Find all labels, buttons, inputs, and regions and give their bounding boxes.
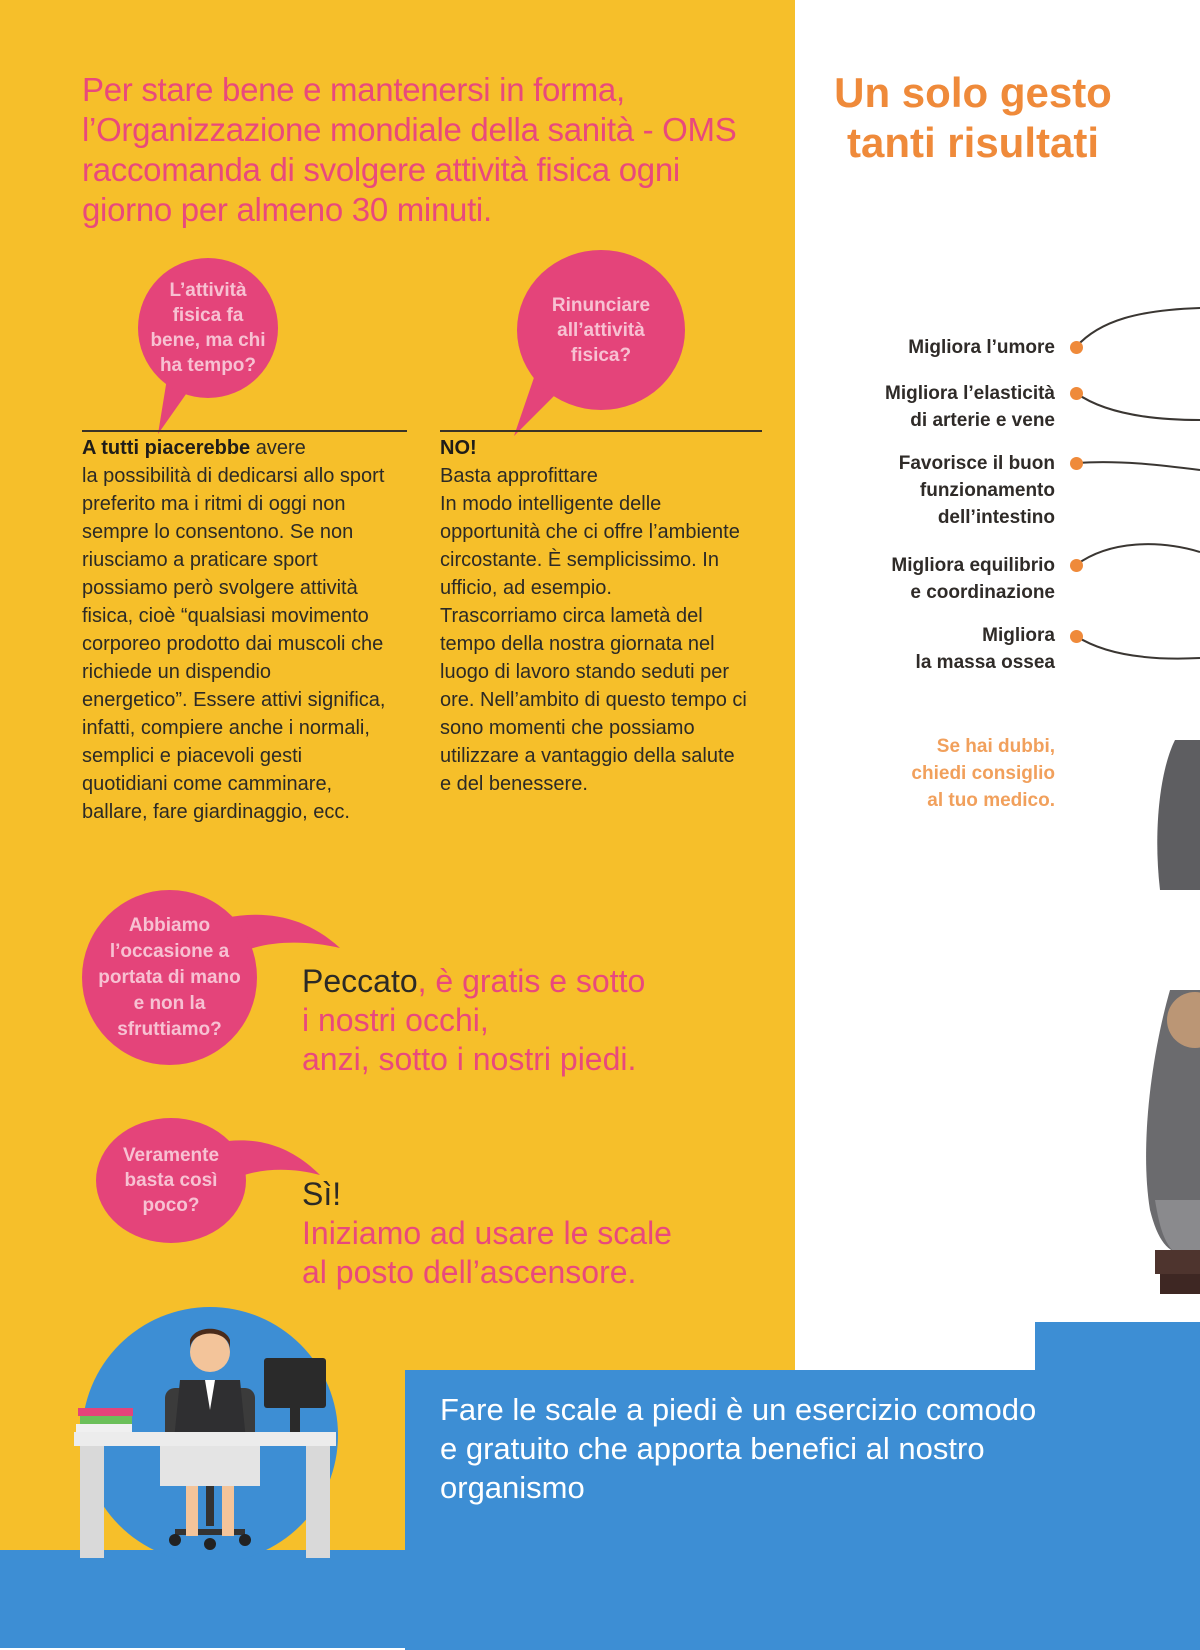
bubble-text: Rinunciare	[551, 294, 651, 316]
benefit-text: Migliora	[982, 625, 1055, 646]
bubble-text: portata di mano	[98, 966, 241, 988]
right-line: opportunità che ci offre l’ambiente	[440, 521, 740, 543]
benefit-text: Migliora l’elasticità	[885, 383, 1055, 404]
left-line: preferito ma i ritmi di oggi non	[82, 493, 346, 515]
bubble-text: Veramente	[122, 1145, 220, 1166]
advice-line: chiedi consiglio	[911, 763, 1055, 784]
right-line: ufficio, ad esempio.	[440, 577, 612, 599]
bubble-text: L’attività	[169, 280, 247, 301]
bubble-text: fisica fa	[172, 305, 244, 326]
benefit-text: dell’intestino	[937, 507, 1055, 528]
left-lead-rest: avere	[250, 437, 306, 459]
right-line: e del benessere.	[440, 773, 588, 795]
intro-paragraph	[82, 70, 772, 230]
left-line: ballare, fare giardinaggio, ecc.	[82, 801, 350, 823]
left-line: semplici e piacevoli gesti	[82, 745, 303, 767]
statement-text: i nostri occhi,	[302, 1002, 489, 1038]
benefit-text: la massa ossea	[915, 652, 1055, 673]
statement-dark-word: Sì!	[302, 1176, 342, 1212]
bubble-text: Abbiamo	[128, 914, 211, 936]
advice-note	[880, 733, 1055, 814]
bullet-dot	[1070, 341, 1083, 354]
right-line: circostante. È semplicissimo. In	[440, 549, 719, 571]
right-title	[818, 68, 1128, 168]
left-line: quotidiani come camminare,	[82, 773, 333, 795]
statement-text: Iniziamo ad usare le scale	[302, 1215, 672, 1251]
speech-bubble-4	[96, 1118, 246, 1243]
left-line: richiede un dispendio	[82, 661, 272, 683]
right-title-line: Un solo gesto	[834, 69, 1112, 116]
right-line: ore. Nell’ambito di questo tempo ci	[440, 689, 747, 711]
right-line: In modo intelligente delle	[440, 493, 662, 515]
bubble-text: bene, ma chi	[150, 330, 266, 351]
banner-line: organismo	[440, 1470, 585, 1505]
statement-text: , è gratis e sotto	[417, 963, 646, 999]
divider	[440, 430, 762, 432]
divider	[82, 430, 407, 432]
intro-line: raccomanda di svolgere attività fisica ogni	[82, 151, 680, 188]
blue-step-upper	[1035, 1322, 1200, 1382]
left-line: la possibilità di dedicarsi allo sport	[82, 465, 385, 487]
bubble-text: basta così	[124, 1170, 218, 1191]
left-line: energetico”. Essere attivi significa,	[82, 689, 386, 711]
bubble-text: sfruttiamo?	[117, 1018, 222, 1040]
statement-text: al posto dell’ascensore.	[302, 1254, 637, 1290]
benefit-massa-ossea	[916, 622, 1055, 676]
bubble-text: poco?	[142, 1195, 200, 1216]
advice-line: al tuo medico.	[927, 790, 1055, 811]
left-line: riusciamo a praticare sport	[82, 549, 318, 571]
benefit-text: di arterie e vene	[910, 410, 1055, 431]
banner-line: Fare le scale a piedi è un esercizio comodo	[440, 1392, 1037, 1427]
benefit-elasticita	[885, 380, 1055, 434]
benefit-intestino	[899, 450, 1055, 531]
bullet-dot	[1070, 559, 1083, 572]
left-line: possiamo però svolgere attività	[82, 577, 358, 599]
bubble-text: ha tempo?	[159, 355, 257, 376]
right-lead-bold: NO!	[440, 437, 477, 459]
right-line: Trascorriamo circa lametà del	[440, 605, 703, 627]
bubble-text: e non la	[133, 992, 206, 1014]
bullet-dot	[1070, 457, 1083, 470]
right-line: Basta approfittare	[440, 465, 598, 487]
banner-message	[440, 1390, 1080, 1507]
right-column-text	[440, 434, 780, 798]
right-line: sono momenti che possiamo	[440, 717, 695, 739]
right-line: tempo della nostra giornata nel	[440, 633, 715, 655]
intro-line: giorno per almeno 30 minuti.	[82, 191, 492, 228]
left-line: fisica, cioè “qualsiasi movimento	[82, 605, 369, 627]
left-column-text	[82, 434, 412, 826]
speech-bubble-2	[517, 250, 685, 410]
bubble-text: all’attività	[557, 319, 645, 341]
statement-dark-word: Peccato	[302, 963, 418, 999]
benefit-text: Migliora l’umore	[908, 337, 1055, 358]
left-line: infatti, compiere anche i normali,	[82, 717, 370, 739]
statement-text: anzi, sotto i nostri piedi.	[302, 1041, 637, 1077]
left-line: sempre lo consentono. Se non	[82, 521, 354, 543]
bubble-text: fisica?	[570, 344, 632, 366]
bullet-dot	[1070, 387, 1083, 400]
advice-line: Se hai dubbi,	[936, 736, 1055, 757]
speech-bubble-1	[138, 258, 278, 398]
benefit-equilibrio	[891, 552, 1055, 606]
benefit-text: funzionamento	[919, 480, 1055, 501]
statement-gratis	[302, 962, 762, 1079]
statement-scale	[302, 1175, 762, 1292]
left-line: corporeo prodotto dai muscoli che	[82, 633, 384, 655]
benefit-text: Favorisce il buon	[898, 453, 1055, 474]
office-worker-illustration	[70, 1300, 360, 1560]
benefit-text: Migliora equilibrio	[891, 555, 1055, 576]
right-title-line: tanti risultati	[846, 119, 1100, 166]
left-lead-bold: A tutti piacerebbe	[82, 437, 251, 459]
benefit-text: e coordinazione	[910, 582, 1055, 603]
intro-line: l’Organizzazione mondiale della sanità - OMS	[82, 111, 737, 148]
intro-line: Per stare bene e mantenersi in forma,	[82, 71, 625, 108]
right-line: luogo di lavoro stando seduti per	[440, 661, 730, 683]
benefit-umore	[908, 334, 1055, 361]
speech-bubble-3	[82, 890, 257, 1065]
benefit-connectors	[1070, 290, 1200, 670]
person-figure-illustration	[1115, 730, 1200, 1330]
banner-line: e gratuito che apporta benefici al nostro	[440, 1431, 985, 1466]
right-line: utilizzare a vantaggio della salute	[440, 745, 735, 767]
bubble-text: l’occasione a	[109, 940, 230, 962]
bullet-dot	[1070, 630, 1083, 643]
